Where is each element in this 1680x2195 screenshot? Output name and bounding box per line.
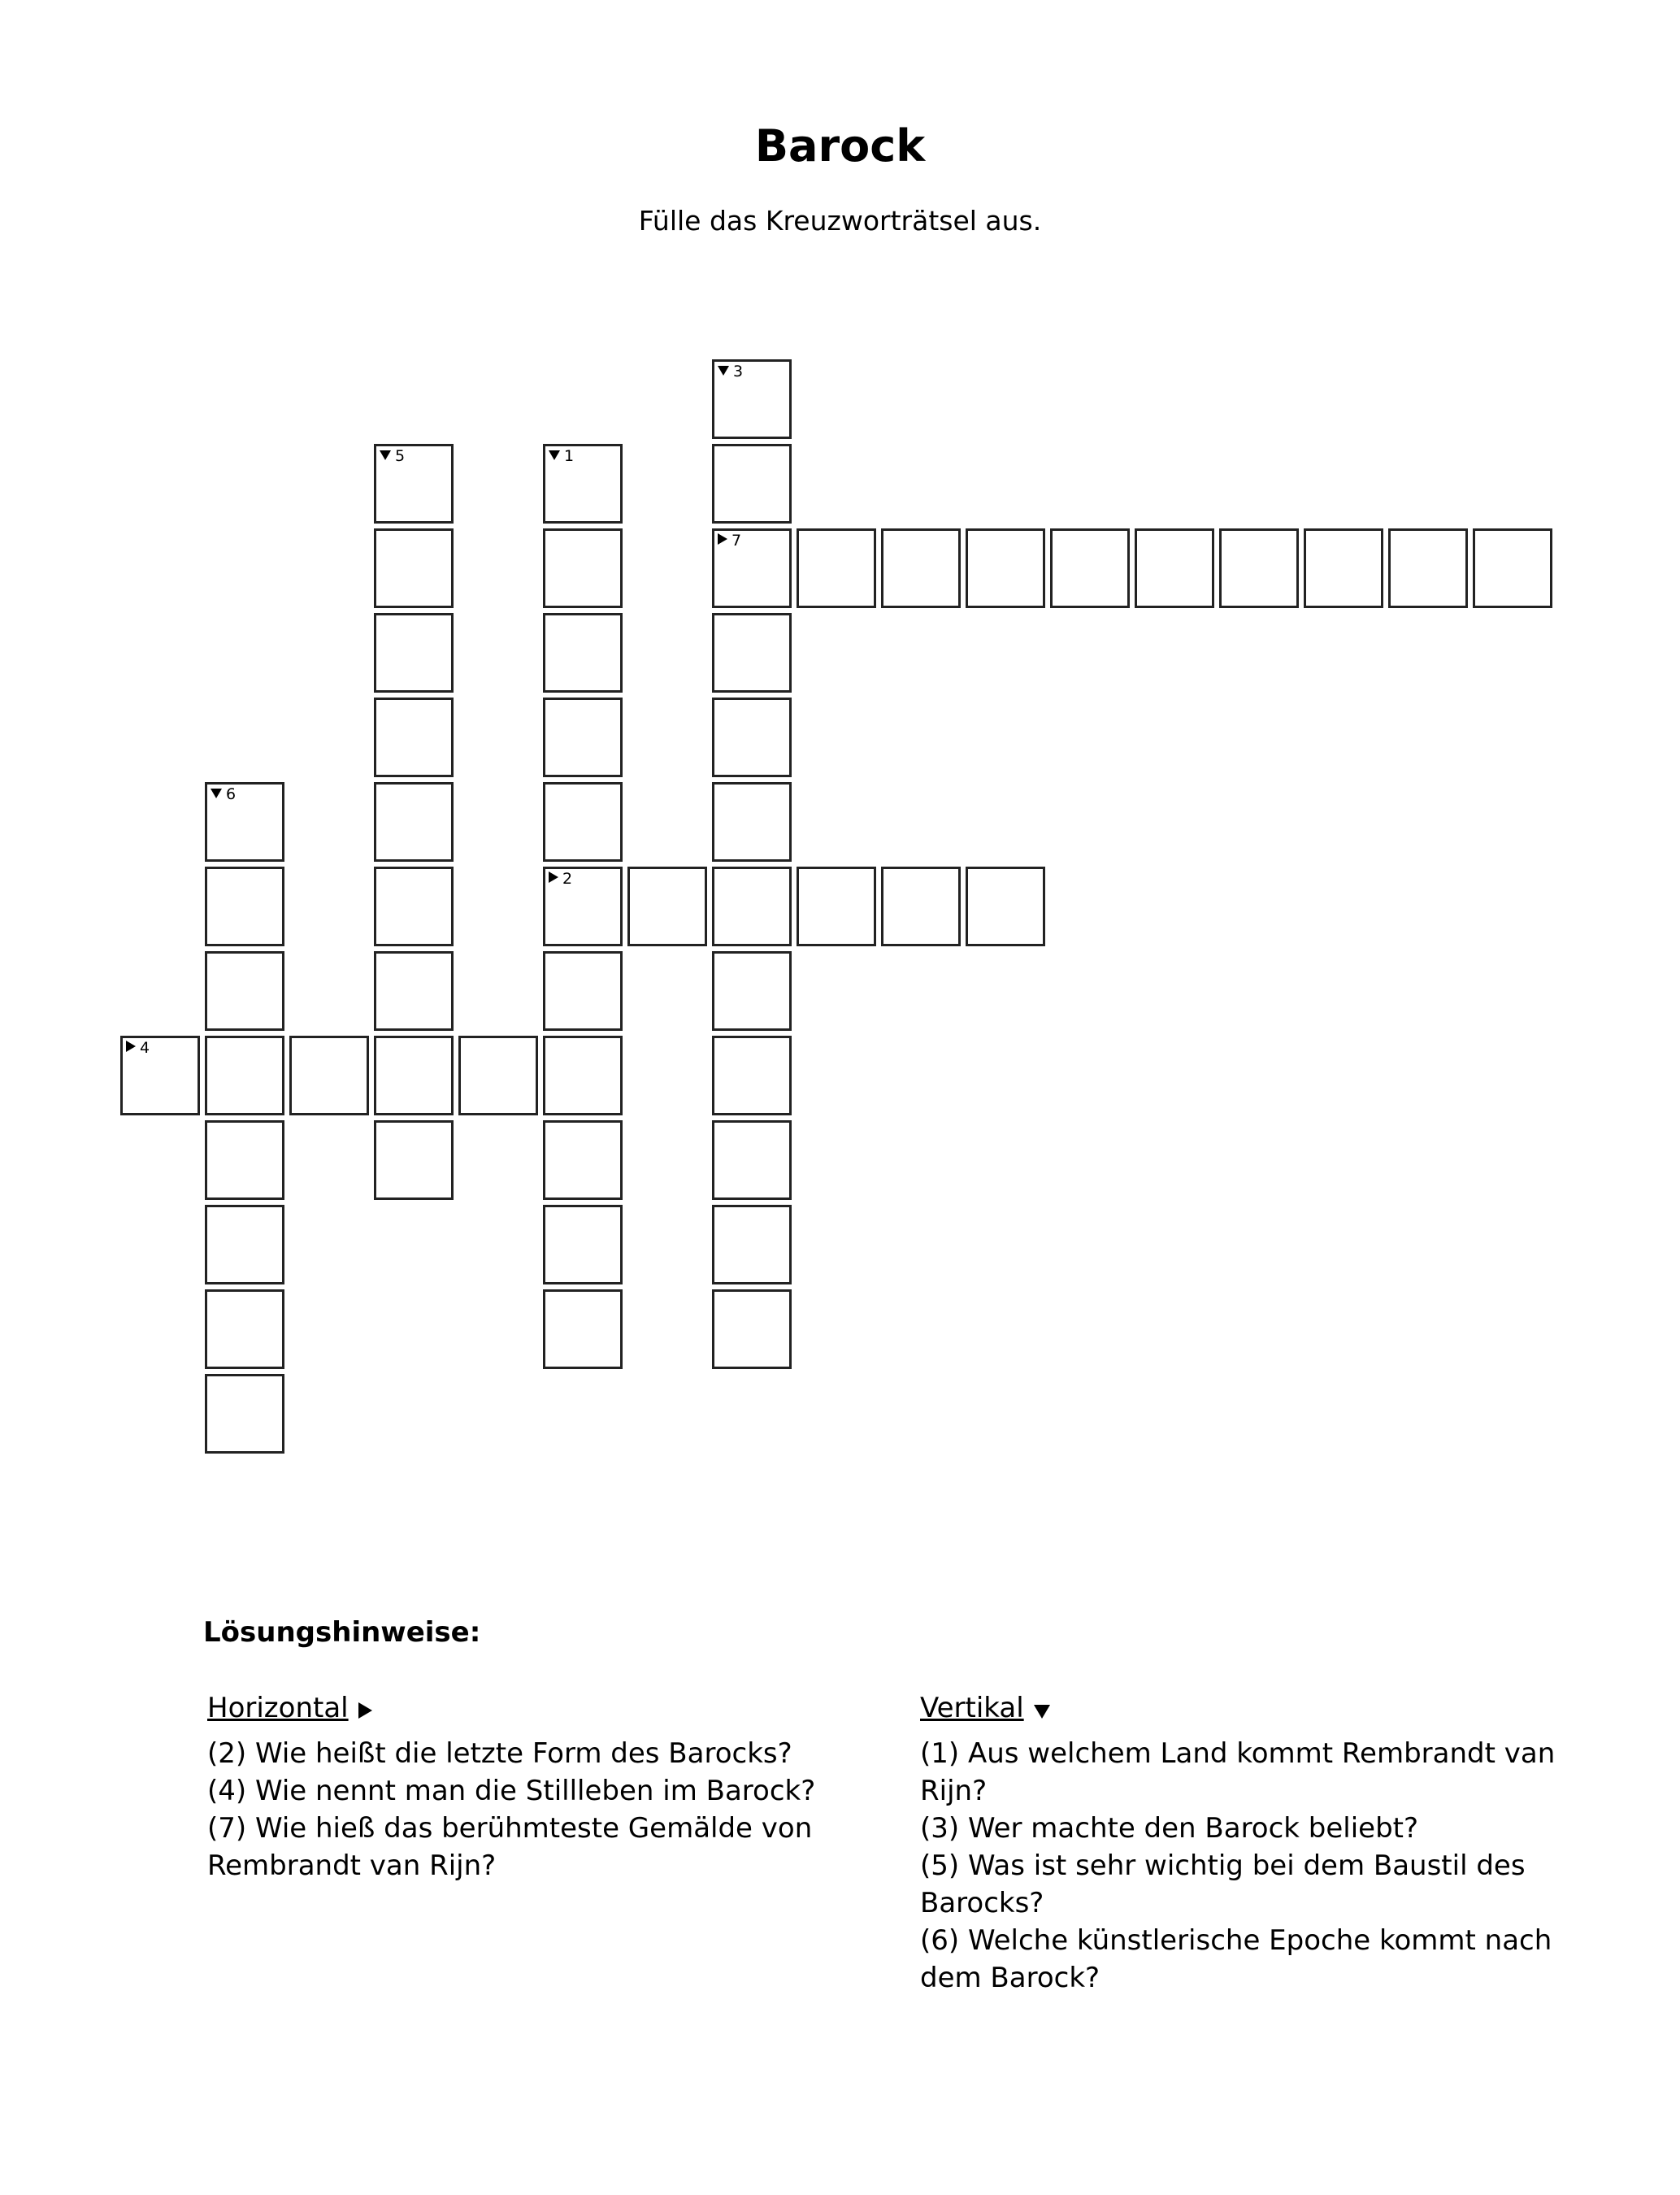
grid-cell[interactable] xyxy=(205,1374,284,1454)
grid-cell[interactable] xyxy=(205,1205,284,1284)
grid-cell[interactable] xyxy=(374,528,454,608)
grid-cell[interactable] xyxy=(374,698,454,777)
clue-number-text: 2 xyxy=(562,870,573,888)
grid-cell[interactable] xyxy=(712,698,792,777)
right-arrow-icon xyxy=(358,1702,372,1719)
grid-cell[interactable] xyxy=(543,444,623,524)
grid-cell[interactable] xyxy=(712,1120,792,1200)
hints-heading: Lösungshinweise: xyxy=(203,1616,481,1649)
grid-cell[interactable] xyxy=(881,528,961,608)
grid-cell[interactable] xyxy=(966,528,1045,608)
grid-cell[interactable] xyxy=(543,1036,623,1115)
clue-number-text: 4 xyxy=(140,1039,150,1057)
grid-cell[interactable] xyxy=(205,1289,284,1369)
grid-cell[interactable] xyxy=(374,867,454,946)
across-heading xyxy=(207,1689,857,1727)
clue-number xyxy=(380,447,405,465)
down-heading xyxy=(920,1689,1587,1727)
clue-across-4: (4) Wie nennt man die Stillleben im Barock? xyxy=(207,1775,816,1807)
clue-across-2: (2) Wie heißt die letzte Form des Barocks? xyxy=(207,1737,792,1770)
down-arrow-icon xyxy=(549,450,560,460)
clue-down-5: (5) Was ist sehr wichtig bei dem Baustil des Barocks? xyxy=(920,1849,1526,1919)
down-arrow-icon xyxy=(718,366,729,376)
grid-cell[interactable] xyxy=(712,359,792,439)
down-clues xyxy=(920,1689,1587,1997)
grid-cell[interactable] xyxy=(205,951,284,1031)
right-arrow-icon xyxy=(126,1041,136,1052)
right-arrow-icon xyxy=(549,871,558,883)
across-clues xyxy=(207,1689,857,1884)
clue-number xyxy=(549,870,572,888)
grid-cell[interactable] xyxy=(374,1120,454,1200)
grid-cell[interactable] xyxy=(712,1205,792,1284)
clue-number-text: 7 xyxy=(731,532,742,550)
grid-cell[interactable] xyxy=(289,1036,369,1115)
grid-cell[interactable] xyxy=(797,867,876,946)
grid-cell[interactable] xyxy=(712,444,792,524)
clue-number-text: 3 xyxy=(733,363,744,380)
clue-number-text: 1 xyxy=(564,447,575,465)
down-arrow-icon xyxy=(211,789,222,798)
grid-cell[interactable] xyxy=(543,698,623,777)
clue-number-text: 6 xyxy=(226,785,237,803)
grid-cell[interactable] xyxy=(374,613,454,693)
clue-down-1: (1) Aus welchem Land kommt Rembrandt van Rijn? xyxy=(920,1737,1556,1807)
grid-cell[interactable] xyxy=(712,1289,792,1369)
across-heading-label: Horizontal xyxy=(207,1692,349,1724)
grid-cell[interactable] xyxy=(797,528,876,608)
grid-cell[interactable] xyxy=(1219,528,1299,608)
grid-cell[interactable] xyxy=(543,1205,623,1284)
clue-down-6: (6) Welche künstlerische Epoche kommt nach dem Barock? xyxy=(920,1924,1552,1994)
clue-down-3: (3) Wer machte den Barock beliebt? xyxy=(920,1812,1419,1845)
right-arrow-icon xyxy=(718,533,727,545)
grid-cell[interactable] xyxy=(1050,528,1130,608)
grid-cell[interactable] xyxy=(543,951,623,1031)
grid-cell[interactable] xyxy=(120,1036,200,1115)
grid-cell[interactable] xyxy=(205,1036,284,1115)
clue-number-text: 5 xyxy=(395,447,406,465)
grid-cell[interactable] xyxy=(543,1289,623,1369)
grid-cell[interactable] xyxy=(712,1036,792,1115)
grid-cell[interactable] xyxy=(543,528,623,608)
clue-across-7: (7) Wie hieß das berühmteste Gemälde von Rembrandt van Rijn? xyxy=(207,1812,813,1882)
grid-cell[interactable] xyxy=(966,867,1045,946)
grid-cell[interactable] xyxy=(1388,528,1468,608)
grid-cell[interactable] xyxy=(374,1036,454,1115)
grid-cell[interactable] xyxy=(374,951,454,1031)
grid-cell[interactable] xyxy=(205,782,284,862)
grid-cell[interactable] xyxy=(712,782,792,862)
clue-number xyxy=(211,785,236,803)
grid-cell[interactable] xyxy=(205,867,284,946)
clue-number xyxy=(718,363,743,380)
grid-cell[interactable] xyxy=(712,867,792,946)
grid-cell[interactable] xyxy=(1473,528,1552,608)
grid-cell[interactable] xyxy=(712,613,792,693)
instructions: Fülle das Kreuzworträtsel aus. xyxy=(638,205,1042,237)
grid-cell[interactable] xyxy=(543,867,623,946)
clue-number xyxy=(549,447,574,465)
page-title: Barock xyxy=(754,120,926,172)
grid-cell[interactable] xyxy=(205,1120,284,1200)
down-arrow-icon xyxy=(380,450,391,460)
grid-cell[interactable] xyxy=(881,867,961,946)
grid-cell[interactable] xyxy=(374,444,454,524)
grid-cell[interactable] xyxy=(374,782,454,862)
down-heading-label: Vertikal xyxy=(920,1692,1024,1724)
clue-number xyxy=(126,1039,150,1057)
grid-cell[interactable] xyxy=(543,782,623,862)
grid-cell[interactable] xyxy=(1135,528,1214,608)
grid-cell[interactable] xyxy=(458,1036,538,1115)
grid-cell[interactable] xyxy=(1304,528,1383,608)
down-arrow-icon xyxy=(1034,1705,1050,1719)
clue-number xyxy=(718,532,741,550)
grid-cell[interactable] xyxy=(543,1120,623,1200)
grid-cell[interactable] xyxy=(712,528,792,608)
grid-cell[interactable] xyxy=(712,951,792,1031)
grid-cell[interactable] xyxy=(543,613,623,693)
grid-cell[interactable] xyxy=(627,867,707,946)
